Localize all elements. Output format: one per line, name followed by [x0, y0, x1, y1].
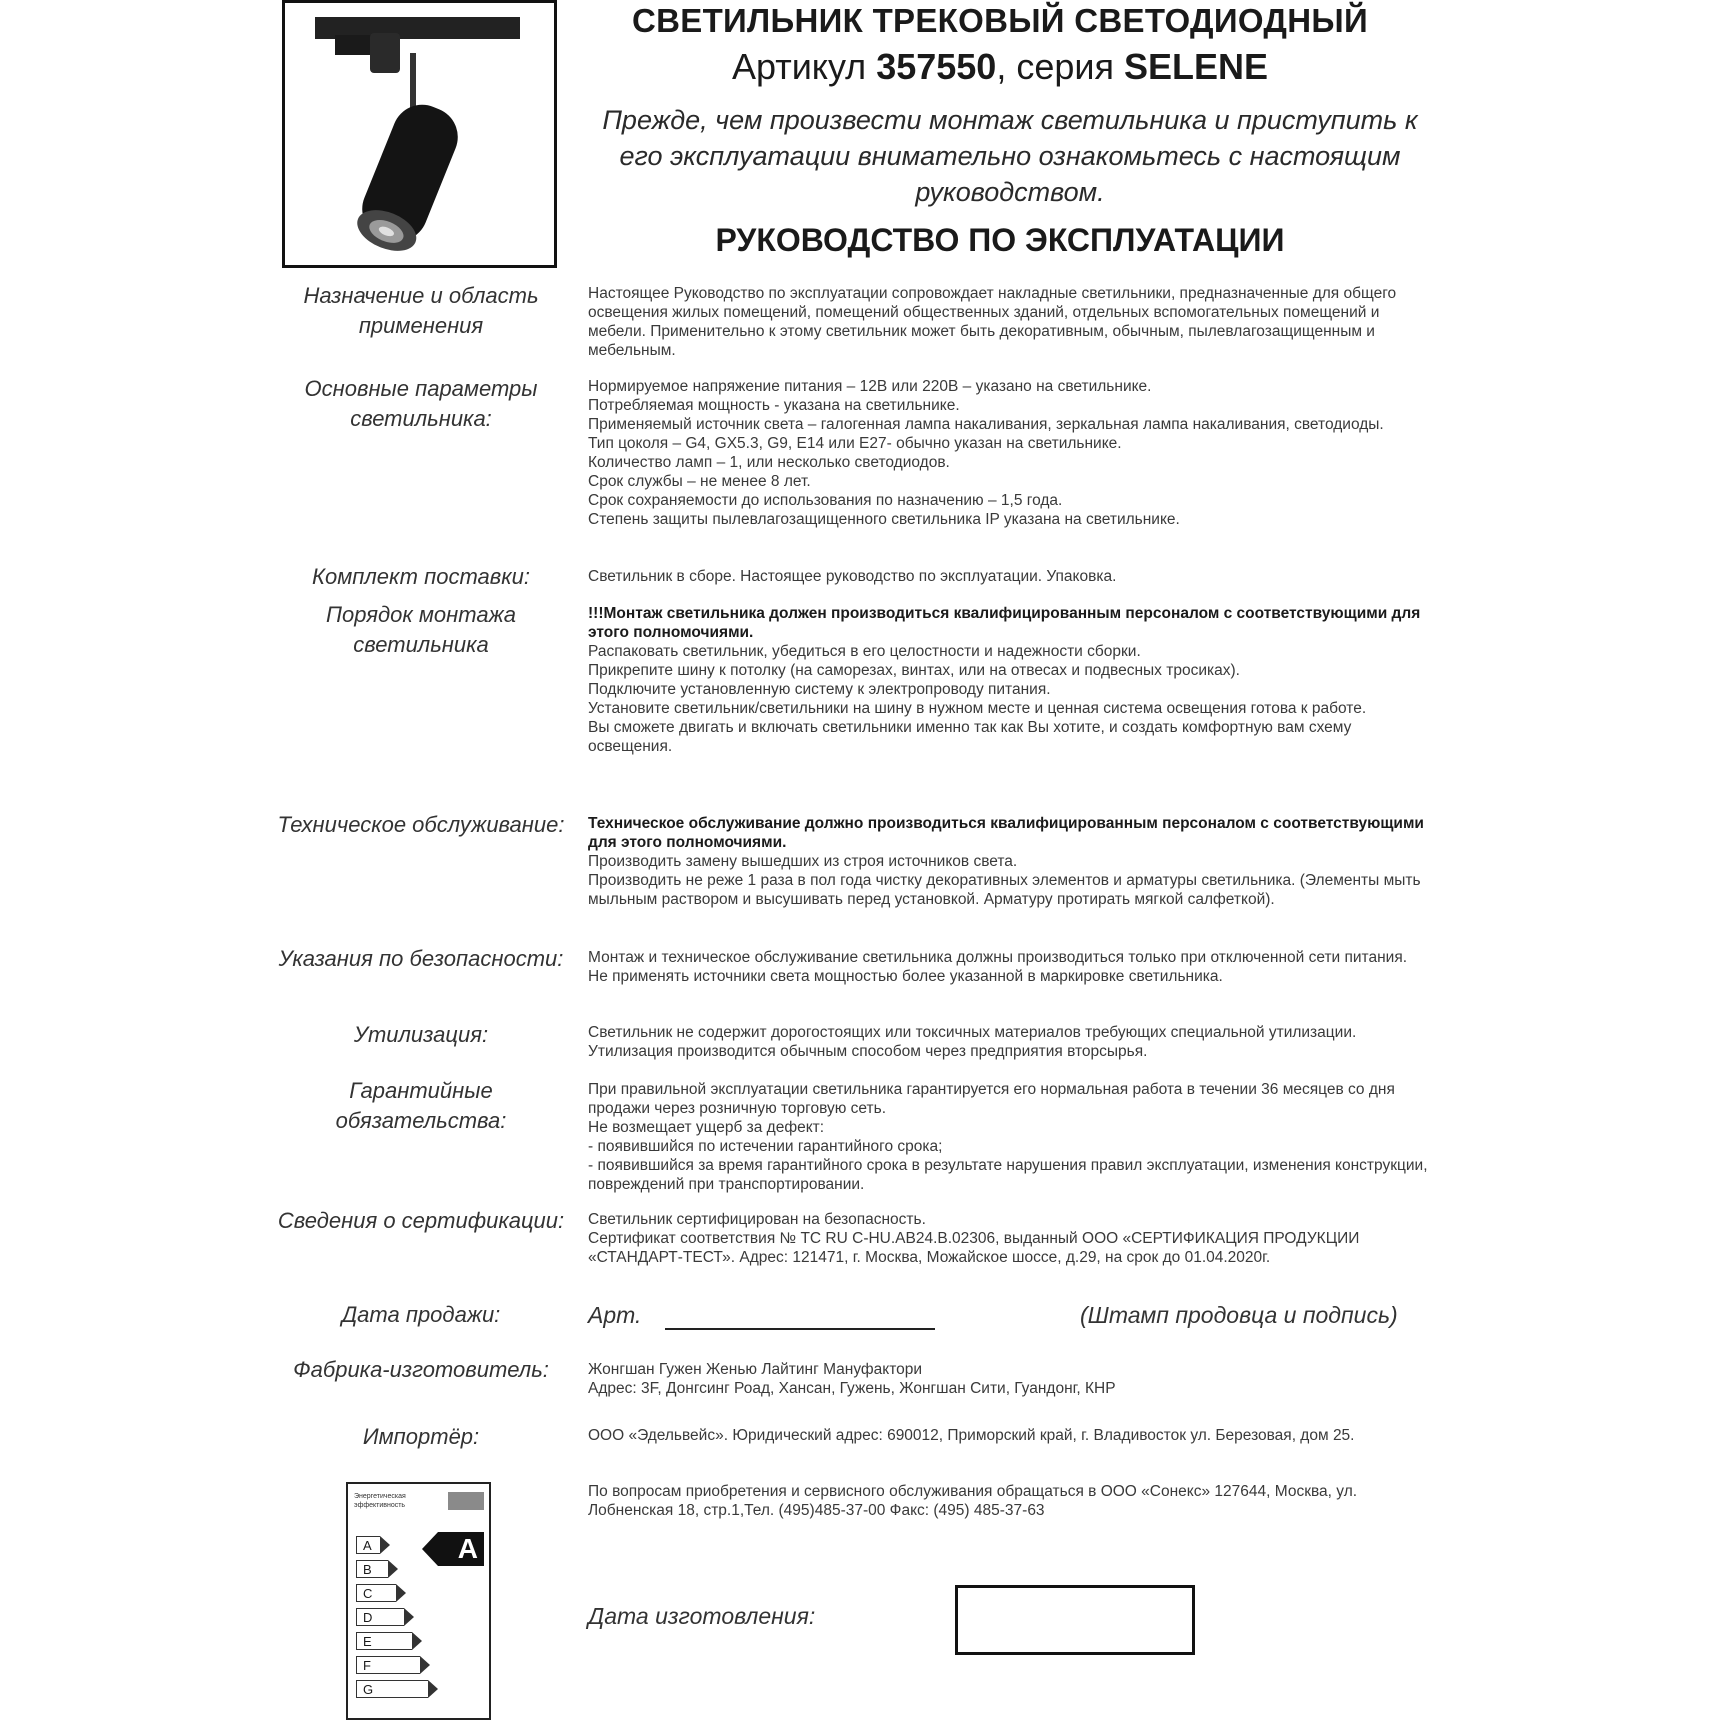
track-light-icon [285, 3, 554, 265]
section-label-purpose: Назначение и область применения [303, 283, 539, 338]
section-body-purpose [588, 284, 1438, 360]
section-body-maintenance [588, 814, 1438, 909]
section-label-delivery: Комплект поставки: [312, 564, 530, 589]
body-line: Степень защиты пылевлагозащищенного светильника IP указана на светильнике. [588, 511, 1180, 528]
energy-class-f: F [356, 1656, 420, 1674]
body-line: При правильной эксплуатации светильника гарантируется его нормальная работа в течении 36 месяцев со дня продажи через розничную торговую сеть. [588, 1081, 1395, 1117]
section-label-installation: Порядок монтажа светильника [326, 602, 516, 657]
body-line: Светильник в сборе. Настоящее руководство по эксплуатации. Упаковка. [588, 568, 1117, 585]
body-line: Нормируемое напряжение питания – 12В или 220В – указано на светильнике. [588, 378, 1152, 395]
article-number: 357550 [876, 46, 997, 87]
manual-heading: РУКОВОДСТВО ПО ЭКСПЛУАТАЦИИ [715, 222, 1285, 258]
body-line: - появившийся за время гарантийного срока в результате нарушения правил эксплуатации, изменения конструкции, повреждений при транспортировании. [588, 1157, 1428, 1193]
section-label-safety: Указания по безопасности: [278, 946, 564, 971]
section-body-parameters [588, 377, 1438, 529]
body-line: Срок службы – не менее 8 лет. [588, 473, 811, 490]
body-line: Монтаж и техническое обслуживание светильника должны производиться только при отключенной сети питания. [588, 949, 1408, 966]
body-line: По вопросам приобретения и сервисного обслуживания обращаться в ООО «Сонекс» 127644, Москва, ул. Лобненская 18, стр.1,Тел. (495)485-37-00 Факс: (495) 485-37-63 [588, 1483, 1358, 1519]
energy-header-bar [448, 1492, 484, 1510]
body-warning: !!!Монтаж светильника должен производиться квалифицированным персоналом с соответствующими для этого полномочиями. [588, 605, 1421, 641]
body-line: Срок сохраняемости до использования по назначению – 1,5 года. [588, 492, 1063, 509]
section-label-maintenance: Техническое обслуживание: [277, 812, 565, 837]
body-line: Подключите установленную систему к электропроводу питания. [588, 681, 1051, 698]
manufacture-date-box[interactable] [955, 1585, 1195, 1655]
seller-stamp-label: (Штамп продовца и подпись) [1080, 1302, 1398, 1328]
energy-efficiency-label [346, 1482, 491, 1720]
body-line: Производить замену вышедших из строя источников света. [588, 853, 1018, 870]
section-body-importer [588, 1426, 1438, 1445]
body-line: Производить не реже 1 раза в пол года чистку декоративных элементов и арматуры светильника. (Элементы мыть мыльным раствором и высушивать перед установкой. Арматуру протирать мягкой салфеткой). [588, 872, 1421, 908]
body-line: Прикрепите шину к потолку (на саморезах, винтах, или на отвесах и подвесных тросиках). [588, 662, 1240, 679]
article-prefix: Артикул [731, 46, 877, 87]
series-name: SELENE [1123, 46, 1269, 87]
section-body-safety [588, 948, 1438, 986]
body-line: Вы сможете двигать и включать светильники именно так как Вы хотите, и создать комфортную вам схему освещения. [588, 719, 1352, 755]
body-line: Настоящее Руководство по эксплуатации сопровождает накладные светильники, предназначенные для общего освещения жилых помещений, помещений общественных зданий, отдельных вспомогательных помещений и мебели. Применительно к этому светильник может быть декоративным, обычным, пылевлагозащищенным и мебельным. [588, 285, 1397, 359]
body-line: Не применять источники света мощностью более указанной в маркировке светильника. [588, 968, 1223, 985]
article-line [580, 46, 1420, 88]
product-image [282, 0, 557, 268]
energy-class-e: E [356, 1632, 412, 1650]
energy-class-a: A [356, 1536, 380, 1554]
sale-article-field[interactable] [665, 1328, 935, 1330]
section-label-disposal: Утилизация: [353, 1022, 489, 1047]
section-body-manufacturer [588, 1360, 1438, 1398]
body-line: Светильник сертифицирован на безопасность. [588, 1211, 926, 1228]
body-line: Количество ламп – 1, или несколько светодиодов. [588, 454, 950, 471]
section-label-certification: Сведения о сертификации: [277, 1208, 565, 1233]
section-body-warranty [588, 1080, 1438, 1194]
document-title: СВЕТИЛЬНИК ТРЕКОВЫЙ СВЕТОДИОДНЫЙ [632, 2, 1368, 39]
sale-date-label: Дата продажи: [341, 1302, 501, 1327]
body-warning: Техническое обслуживание должно производиться квалифицированным персоналом с соответствующими для этого полномочиями. [588, 815, 1424, 851]
energy-label-header: Энергетическая эффективность [354, 1493, 406, 1509]
section-label-parameters: Основные параметры светильника: [304, 376, 538, 431]
sale-article-label: Арт. [588, 1302, 642, 1328]
section-label-manufacturer: Фабрика-изготовитель: [293, 1357, 549, 1382]
section-body-certification [588, 1210, 1438, 1267]
manufacture-date-label: Дата изготовления: [588, 1603, 816, 1629]
service-contact [588, 1482, 1438, 1520]
body-line: Установите светильник/светильники на шину в нужном месте и ценная система освещения готова к работе. [588, 700, 1367, 717]
body-line: Распаковать светильник, убедиться в его целостности и надежности сборки. [588, 643, 1141, 660]
body-line: - появившийся по истечении гарантийного срока; [588, 1138, 943, 1155]
section-body-delivery [588, 567, 1438, 586]
body-line: Потребляемая мощность - указана на светильнике. [588, 397, 960, 414]
body-line: Тип цоколя – G4, GX5.3, G9, E14 или E27- обычно указан на светильнике. [588, 435, 1122, 452]
body-line: Адрес: 3F, Донгсинг Роад, Хансан, Гужень, Жонгшан Сити, Гуандонг, КНР [588, 1380, 1116, 1397]
section-body-disposal [588, 1023, 1438, 1061]
body-line: Применяемый источник света – галогенная лампа накаливания, зеркальная лампа накаливания, светодиоды. [588, 416, 1384, 433]
body-line: Светильник не содержит дорогостоящих или токсичных материалов требующих специальной утилизации. Утилизация производится обычным способом через предприятия вторсырья. [588, 1024, 1357, 1060]
series-prefix: , серия [996, 46, 1124, 87]
body-line: Сертификат соответствия № ТС RU C-HU.АВ24.В.02306, выданный ООО «СЕРТИФИКАЦИЯ ПРОДУКЦИИ «СТАНДАРТ-ТЕСТ». Адрес: 121471, г. Москва, Можайское шоссе, д.29, на срок до 01.04.2020г. [588, 1230, 1360, 1266]
section-label-warranty: Гарантийные обязательства: [335, 1078, 507, 1133]
body-line: Жонгшан Гужен Женью Лайтинг Мануфактори [588, 1361, 923, 1378]
energy-class-current: A [438, 1532, 484, 1566]
energy-class-d: D [356, 1608, 404, 1626]
body-line: Не возмещает ущерб за дефект: [588, 1119, 825, 1136]
energy-class-c: C [356, 1584, 396, 1602]
energy-class-b: B [356, 1560, 388, 1578]
section-body-installation [588, 604, 1438, 756]
intro-text: Прежде, чем произвести монтаж светильника и приступить к его эксплуатации внимательно ознакомьтесь с настоящим руководством. [602, 105, 1418, 207]
energy-class-g: G [356, 1680, 428, 1698]
body-line: ООО «Эдельвейс». Юридический адрес: 690012, Приморский край, г. Владивосток ул. Березовая, дом 25. [588, 1427, 1355, 1444]
section-label-importer: Импортёр: [362, 1424, 480, 1449]
